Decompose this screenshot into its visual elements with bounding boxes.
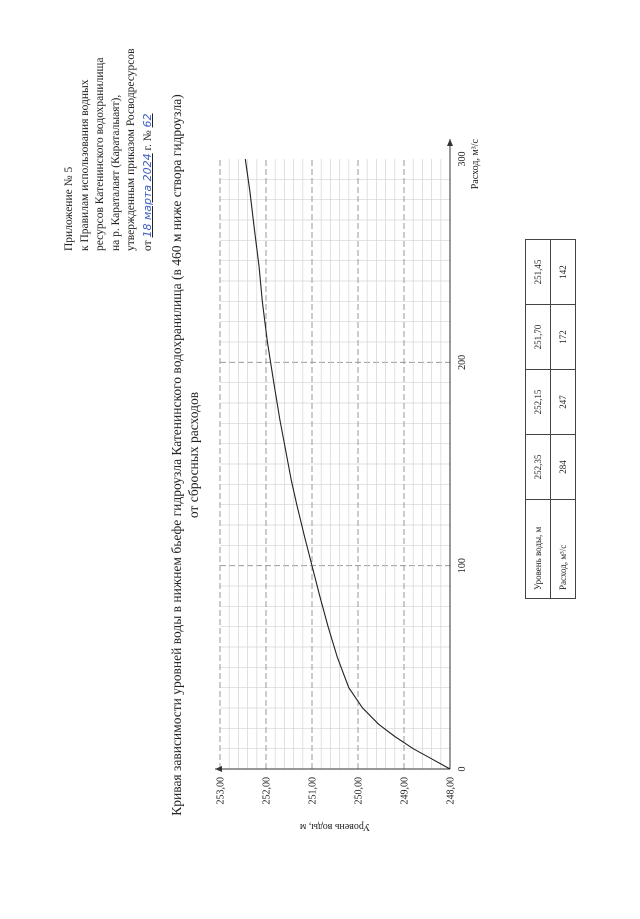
table-cell: 251,45 — [526, 240, 551, 305]
table-cell: 252,15 — [526, 370, 551, 435]
table-cell: 172 — [551, 305, 576, 370]
table-row-label: Уровень воды, м — [526, 500, 551, 599]
chart-title-line2: от сбросных расходов — [186, 391, 201, 519]
y-tick-label: 252,00 — [261, 777, 273, 805]
header-line: на р. Караталаят (Караталыаят), — [109, 94, 122, 251]
table-row — [526, 240, 551, 599]
header-line: Приложение № 5 — [63, 166, 75, 251]
y-tick-label: 248,00 — [445, 777, 457, 805]
table-row-label: Расход, м³/с — [551, 500, 576, 599]
y-tick-label: 251,00 — [307, 777, 319, 805]
y-tick-label: 250,00 — [353, 777, 365, 805]
table-cell: 247 — [551, 370, 576, 435]
x-tick-label: 0 — [457, 766, 468, 772]
chart-axes — [215, 139, 453, 772]
header-line-date — [140, 11, 157, 251]
table-cell: 252,35 — [526, 435, 551, 500]
y-tick-label: 249,00 — [399, 777, 411, 805]
data-table — [525, 239, 576, 599]
chart-ticks — [216, 152, 469, 805]
table-cell: 142 — [551, 240, 576, 305]
handwritten-number: 62 — [140, 113, 154, 128]
x-axis-arrow — [447, 139, 453, 146]
table-cell: 284 — [551, 435, 576, 500]
chart-title — [168, 55, 202, 855]
header-line: к Правилам использования водных — [78, 79, 91, 251]
date-prefix: от — [141, 240, 154, 251]
header-line: утвержденным приказом Росводресурсов — [125, 48, 137, 251]
header-line: ресурсов Катенинского водохранилища — [94, 57, 106, 251]
y-axis-label: Уровень воды, м — [299, 821, 371, 832]
x-tick-label: 200 — [457, 354, 468, 370]
x-axis-label: Расход, м³/с — [470, 139, 481, 190]
rating-curve-chart — [210, 89, 525, 859]
chart-title-line1: Кривая зависимости уровней воды в нижнем бьефе гидроузла Катенинского водохранилища (в 460 м ниже створа гидроузла) — [169, 94, 184, 816]
x-tick-label: 100 — [457, 558, 468, 574]
x-tick-label: 300 — [457, 151, 468, 167]
y-axis-arrow — [215, 766, 222, 772]
handwritten-date: 18 марта 2024 — [140, 153, 154, 238]
number-prefix: г. № — [141, 130, 154, 151]
chart-grid — [220, 159, 450, 769]
table-row — [551, 240, 576, 599]
y-tick-label: 253,00 — [215, 777, 227, 805]
appendix-header — [62, 11, 156, 251]
table-cell: 251,70 — [526, 305, 551, 370]
